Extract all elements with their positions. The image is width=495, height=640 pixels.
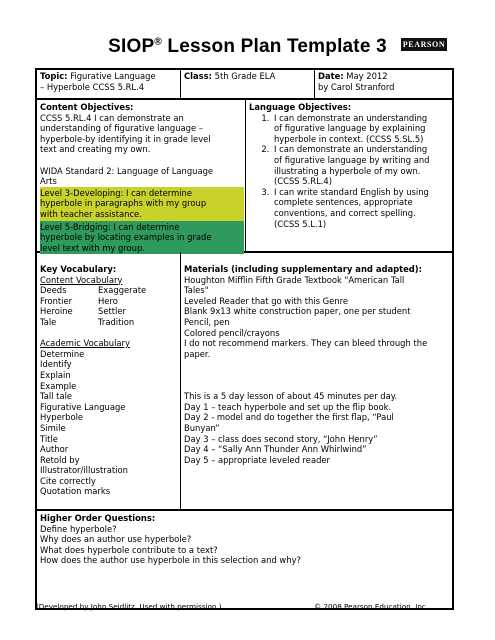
content-objective-line: text and creating my own. bbox=[40, 144, 151, 155]
schedule-line: Day 3 – class does second story, “John Henry” bbox=[184, 433, 378, 444]
schedule-line: Day 5 – appropriate leveled reader bbox=[184, 454, 331, 465]
footer-credit: (Developed by John Seidlitz. Used with permission.) bbox=[36, 602, 222, 611]
vocab-pair: Heroine Settler bbox=[40, 306, 126, 317]
page-title: SIOP® Lesson Plan Template 3 bbox=[108, 36, 387, 57]
academic-vocabulary-list bbox=[40, 349, 178, 497]
level5-objective: Level 5-Bridging: I can determine hyperbole by locating examples in grade level text with my group. bbox=[40, 221, 244, 255]
author-line: by Carol Stranford bbox=[318, 81, 395, 92]
topic-label: Topic: bbox=[40, 71, 68, 81]
date-value: May 2012 bbox=[343, 71, 388, 81]
academic-vocab-item: Hyperbole bbox=[40, 412, 84, 423]
materials-heading: Materials (including supplementary and adapted): bbox=[184, 264, 422, 274]
content-objectives-heading: Content Objectives: bbox=[40, 102, 134, 112]
key-vocabulary-heading: Key Vocabulary: bbox=[40, 264, 117, 274]
topic-cell bbox=[40, 71, 178, 92]
academic-vocab-item: Tall tale bbox=[40, 391, 73, 402]
materials-line: I do not recommend markers. They can bleed through the bbox=[184, 338, 428, 349]
materials-line: Pencil, pen bbox=[184, 316, 230, 327]
academic-vocab-item: Explain bbox=[40, 369, 71, 380]
language-objective-item: 1. I can demonstrate an understanding of figurative language by explaining hyperbole in context. (CCSS 5.SL.5) bbox=[272, 113, 453, 145]
materials-line: Leveled Reader that go with this Genre bbox=[184, 295, 349, 306]
schedule-line: This is a 5 day lesson of about 45 minutes per day. bbox=[184, 391, 398, 402]
divider bbox=[180, 252, 181, 510]
divider bbox=[180, 68, 181, 99]
wida-standard: WIDA Standard 2: Language of Language bbox=[40, 165, 214, 176]
vocab-pair: Deeds Exaggerate bbox=[40, 285, 147, 296]
content-objective-line: CCSS 5.RL.4 I can demonstrate an bbox=[40, 112, 184, 123]
hoq-question: Why does an author use hyperbole? bbox=[40, 534, 192, 545]
wida-standard: Arts bbox=[40, 176, 57, 187]
materials-line: Tales" bbox=[184, 285, 209, 296]
lesson-schedule bbox=[184, 391, 452, 465]
language-objective-item: 3. I can write standard English by using complete sentences, appropriate conventions, and correct spelling. (CCSS 5.L.1) bbox=[272, 187, 453, 229]
hoq-question: What does hyperbole contribute to a text? bbox=[40, 544, 218, 555]
academic-vocab-item: Identify bbox=[40, 359, 72, 370]
academic-vocab-item: Determine bbox=[40, 348, 85, 359]
materials-cell bbox=[184, 264, 452, 465]
hoq-question: How does the author use hyperbole in this selection and why? bbox=[40, 555, 301, 566]
academic-vocabulary-heading: Academic Vocabulary bbox=[40, 338, 130, 349]
materials-line: Houghton Mifflin Fifth Grade Textbook "American Tall bbox=[184, 274, 405, 285]
topic-line2: – Hyperbole CCSS 5.RL.4 bbox=[40, 81, 145, 92]
pearson-logo: PEARSON bbox=[402, 40, 446, 49]
divider bbox=[35, 509, 454, 511]
academic-vocab-item: Retold by bbox=[40, 454, 80, 465]
language-objectives-heading: Language Objectives: bbox=[249, 102, 352, 112]
date-label: Date: bbox=[318, 71, 344, 81]
divider bbox=[314, 68, 315, 99]
schedule-line: Day 4 – “Sally Ann Thunder Ann Whirlwind” bbox=[184, 444, 367, 455]
key-vocabulary-cell bbox=[40, 264, 178, 497]
content-objective-line: understanding of figurative language – bbox=[40, 123, 203, 134]
content-vocabulary-heading: Content Vocabulary bbox=[40, 274, 123, 285]
class-value: 5th Grade ELA bbox=[212, 71, 276, 81]
academic-vocab-item: Figurative Language bbox=[40, 401, 126, 412]
schedule-line: Bunyan” bbox=[184, 422, 220, 433]
level3-objective: Level 3-Developing: I can determine hyperbole in paragraphs with my group with teacher assistance. bbox=[40, 187, 244, 221]
materials-line: Colored pencil/crayons bbox=[184, 327, 280, 338]
language-objectives-cell bbox=[249, 102, 453, 229]
academic-vocab-item: Example bbox=[40, 380, 77, 391]
schedule-line: Day 2 - model and do together the first flap, “Paul bbox=[184, 412, 394, 423]
higher-order-questions-cell bbox=[40, 513, 450, 566]
footer-copyright: © 2008 Pearson Education, Inc. bbox=[314, 602, 429, 611]
hoq-list bbox=[40, 524, 450, 566]
language-objective-item: 2. I can demonstrate an understanding of figurative language by writing and illustrating a hyperbole of my own. (CCSS 5.RL.4) bbox=[272, 144, 453, 186]
hoq-heading: Higher Order Questions: bbox=[40, 513, 156, 523]
academic-vocab-item: Illustrator/illustration bbox=[40, 465, 128, 476]
schedule-line: Day 1 – teach hyperbole and set up the flip book. bbox=[184, 401, 392, 412]
divider bbox=[245, 99, 246, 252]
vocab-pair: Tale Tradition bbox=[40, 316, 135, 327]
class-cell bbox=[184, 71, 312, 82]
date-cell bbox=[318, 71, 452, 92]
academic-vocab-item: Quotation marks bbox=[40, 486, 111, 497]
materials-line: paper. bbox=[184, 348, 211, 359]
content-objectives-cell bbox=[40, 102, 244, 254]
materials-list bbox=[184, 275, 452, 360]
academic-vocab-item: Cite correctly bbox=[40, 475, 96, 486]
class-label: Class: bbox=[184, 71, 212, 81]
materials-line: Blank 9x13 white construction paper, one per student bbox=[184, 306, 411, 317]
vocab-pair: Frontier Hero bbox=[40, 295, 118, 306]
hoq-question: Define hyperbole? bbox=[40, 523, 117, 534]
topic-value: Figurative Language bbox=[67, 71, 156, 81]
academic-vocab-item: Author bbox=[40, 444, 69, 455]
academic-vocab-item: Simile bbox=[40, 422, 66, 433]
content-objective-line: hyperbole-by identifying it in grade level bbox=[40, 133, 211, 144]
academic-vocab-item: Title bbox=[40, 433, 58, 444]
